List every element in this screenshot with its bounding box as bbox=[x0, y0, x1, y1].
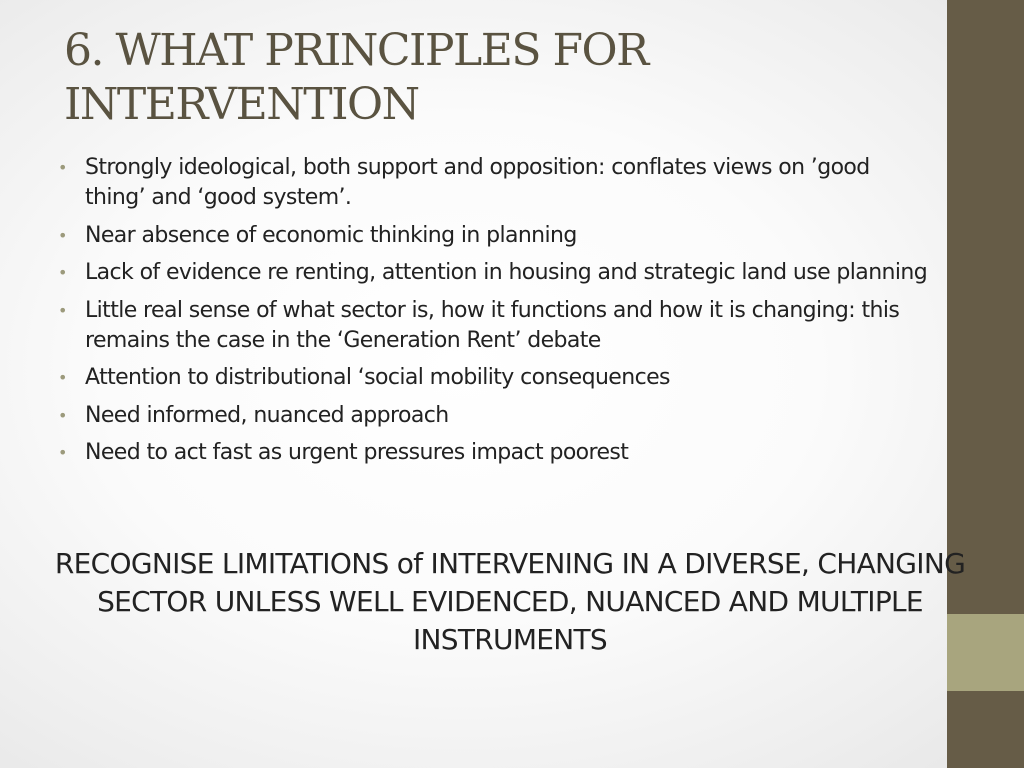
bullet-icon: • bbox=[58, 158, 67, 177]
bullet-text: Near absence of economic thinking in planning bbox=[85, 222, 577, 248]
bullet-text: Strongly ideological, both support and opposition: conflates views on ’good thing’ and ‘good system’. bbox=[85, 155, 870, 210]
slide-title: 6. WHAT PRINCIPLES FOR INTERVENTION bbox=[64, 25, 648, 130]
bullet-icon: • bbox=[58, 225, 67, 245]
bullet-text: Lack of evidence re renting, attention in housing and strategic land use planning bbox=[85, 260, 928, 285]
bullet-text: Need to act fast as urgent pressures impact poorest bbox=[85, 440, 629, 465]
bullet-item bbox=[56, 221, 936, 251]
bullet-icon: • bbox=[58, 263, 67, 282]
bullet-item bbox=[56, 258, 936, 288]
bullet-item bbox=[56, 438, 936, 468]
bullet-item bbox=[56, 401, 936, 431]
bullet-text: Attention to distributional ‘social mobility consequences bbox=[85, 365, 670, 390]
bullet-item bbox=[56, 153, 936, 213]
bullet-list bbox=[56, 153, 936, 476]
bullet-text: Need informed, nuanced approach bbox=[85, 402, 449, 428]
bullet-item bbox=[56, 296, 936, 356]
bullet-icon: • bbox=[58, 405, 67, 425]
bullet-icon: • bbox=[58, 443, 67, 462]
conclusion-text: RECOGNISE LIMITATIONS of INTERVENING IN A DIVERSE, CHANGING SECTOR UNLESS WELL EVIDENCED, NUANCED AND MULTIPLE INSTRUMENTS bbox=[54, 547, 966, 656]
bullet-icon: • bbox=[58, 368, 67, 387]
bullet-item bbox=[56, 363, 936, 393]
bullet-text: Little real sense of what sector is, how it functions and how it is changing: this remains the case in the ‘Generation Rent’ debate bbox=[85, 297, 900, 353]
bullet-icon: • bbox=[58, 300, 67, 320]
